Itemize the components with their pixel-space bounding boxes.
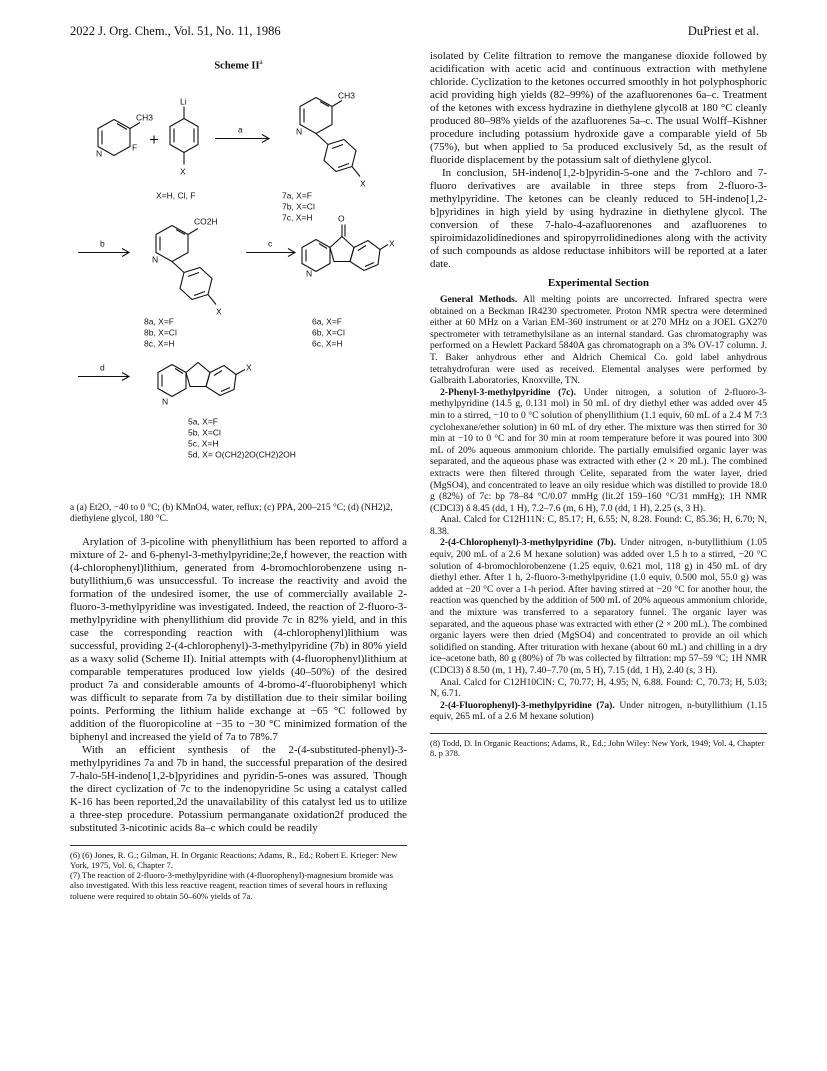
page-header xyxy=(70,24,759,40)
svg-text:CH3: CH3 xyxy=(136,112,154,122)
scheme-footnote: a (a) Et2O, −40 to 0 °C; (b) KMnO4, water, reflux; (c) PPA, 200–215 °C; (d) (NH2)2, diethylene glycol, 180 °C. xyxy=(70,502,393,524)
body-paragraph: With an efficient synthesis of the 2-(4-substituted-phenyl)-3-methylpyridines 7a and 7b in hand, the successful preparation of the desired 7-halo-5H-indeno[1,2-b]pyridines and pyridin-5-ones was assured. Though the direct cyclization of 7c to the indenopyridine 5c using a catalyst called K-16 has been reported,2d the unavailability of this catalyst led us to utilize a three-step procedure. Potassium permanganate oxidation2f produced the substituted 3-nicotinic acids 8a–c which could be readily xyxy=(70,743,407,834)
section-heading: Experimental Section xyxy=(547,277,650,289)
svg-text:8c, X=H: 8c, X=H xyxy=(144,338,175,348)
left-column xyxy=(70,50,407,901)
svg-text:CH3: CH3 xyxy=(338,90,356,100)
svg-text:X: X xyxy=(216,306,222,316)
svg-text:b: b xyxy=(100,238,105,248)
exp-paragraph: Anal. Calcd for C12H10ClN: C, 70.77; H, 4.95; N, 6.88. Found: C, 70.73; H, 5.03; N, 6.71. xyxy=(430,676,767,700)
svg-text:N: N xyxy=(96,148,103,158)
footnote: (7) The reaction of 2-fluoro-3-methylpyridine with (4-fluorophenyl)-magnesium bromide was also investigated. With this less reactive reagent, reaction times of several hours in refluxing toluene were required to obtain 50–60% yields of 7a. xyxy=(70,870,393,901)
svg-text:7b, X=Cl: 7b, X=Cl xyxy=(282,201,315,211)
svg-text:X: X xyxy=(389,238,395,248)
header-right: DuPriest et al. xyxy=(687,24,759,38)
svg-text:F: F xyxy=(132,142,138,152)
svg-text:CO2H: CO2H xyxy=(194,216,218,226)
right-column xyxy=(430,50,767,759)
svg-text:N: N xyxy=(162,396,169,406)
body-paragraph: In conclusion, 5H-indeno[1,2-b]pyridin-5-one and the 7-chloro and 7-fluoro derivatives are available in three steps from 2-fluoro-3-methylpyridine. The ketones can be cleanly reduced to 5H-indeno[1,2-b]pyridines in high yield by using hydrazine in diethylene glycol. The conversion of these 7-halo-4-azafluorenones and azafluorenes to spiroimidazolidinediones and spiropyrrolidinediones along with the activity of such compounds as aldose reductase inhibitors will be reported at a later date. xyxy=(430,167,767,270)
svg-text:7c, X=H: 7c, X=H xyxy=(282,212,313,222)
svg-text:N: N xyxy=(152,254,159,264)
svg-text:5b, X=Cl: 5b, X=Cl xyxy=(188,427,221,437)
svg-text:5a, X=F: 5a, X=F xyxy=(188,416,219,426)
svg-text:d: d xyxy=(100,362,105,372)
svg-text:a: a xyxy=(238,124,243,134)
svg-text:X=H, Cl, F: X=H, Cl, F xyxy=(156,190,196,200)
svg-text:O: O xyxy=(338,213,345,223)
svg-text:Li: Li xyxy=(180,96,187,106)
exp-paragraph: Anal. Calcd for C12H11N: C, 85.17; H, 6.55; N, 8.28. Found: C, 85.36; H, 6.70; N, 8.38. xyxy=(430,514,767,537)
svg-text:N: N xyxy=(296,126,303,136)
experimental-section xyxy=(430,294,767,723)
footnote: (8) Todd, D. In Organic Reactions; Adams, R., Ed.; John Wiley: New York, 1949; Vol. 4, Chapter 8. p 378. xyxy=(430,737,765,759)
footnote-divider xyxy=(70,845,407,846)
header-left: 2022 J. Org. Chem., Vol. 51, No. 11, 1986 xyxy=(70,24,281,38)
svg-text:5d, X= O(CH2)2O(CH2)2OH: 5d, X= O(CH2)2O(CH2)2OH xyxy=(188,449,296,459)
exp-paragraph: 2-(4-Fluorophenyl)-3-methylpyridine (7a). Under nitrogen, n-butyllithium (1.15 equiv, 265 mL of a 2.6 M hexane solution) xyxy=(430,699,767,723)
svg-text:X: X xyxy=(360,178,366,188)
exp-paragraph: 2-Phenyl-3-methylpyridine (7c). Under nitrogen, a solution of 2-fluoro-3-methylpyridine (14.5 g, 0.131 mol) in 50 mL of dry diethyl ether was added over 45 min to a stirred, −10 to 0 °C solution of phenyllithium (1.1 equiv, 60 mL of a 2.4 M 7:3 cyclohexane/ether solution) in 60 mL of dry ether. The mixture was then stirred for 30 min at −10 to 0 °C and for 30 min at room temperature before it was poured into 300 mL of 20% aqueous ammonium chloride. The partially emulsified organic layer was separated, and the aqueous phase was extracted with ether (2 × 20 mL). The combined extracts were then filtered through Celite, separated from the water layer, dried (MgSO4), and concentrated to leave an oily residue which was distilled to provide 18.0 g (82%) of 7c: bp 78–84 °C/0.07 mmHg (lit.2f 159–160 °C/31 mmHg); 1H NMR (CDCl3) δ 8.45 (dd, 1 H), 7.2–7.6 (m, 6 H), 7.0 (dd, 1 H), 2.25 (s, 3 H). xyxy=(430,386,767,514)
exp-paragraph: General Methods. All melting points are uncorrected. Infrared spectra were obtained on a Beckman IR4230 spectrometer. Proton NMR spectra were determined either at 60 MHz on a Varian EM-360 instrument or at 270 MHz on a JOEL GX270 spectrometer with tetramethylsilane as an internal standard. Gas chromatography was performed on a Hewlett Packard 5840A gas chromatograph on a 3% OV-17 column. J. T. Baker anhydrous ether and Aldrich Chemical Co. gold label anhydrous tetrahydrofuran were used as received. Elemental analyses were performed by Galbraith Laboratories, Knoxville, TN. xyxy=(430,294,768,387)
svg-text:N: N xyxy=(306,268,313,278)
svg-text:X: X xyxy=(246,362,252,372)
svg-text:6c, X=H: 6c, X=H xyxy=(312,338,343,348)
svg-text:6b, X=Cl: 6b, X=Cl xyxy=(312,327,345,337)
body-paragraph: isolated by Celite filtration to remove the manganese dioxide followed by acidification with acetic acid and continuous extraction with methylene chloride. Cyclization to the ketones occurred smoothly in hot polyphosphoric acid providing high yields (82–99%) of the azafluorenones 6a–c. Treatment of the ketones with excess hydrazine in diethylene glycol8 at 180 °C cleanly produced 80–98% yields of the azafluorenes 5a–c. The usual Wolff–Kishner procedure including potassium hydroxide gave a comparable yield of 5b (75%), but when applied to 5a produced exclusively 5d, as the result of fluoride displacement by the potassium salt of diethylene glycol. xyxy=(430,50,767,166)
svg-text:7a, X=F: 7a, X=F xyxy=(282,190,313,200)
svg-text:6a, X=F: 6a, X=F xyxy=(312,316,343,326)
svg-text:8a, X=F: 8a, X=F xyxy=(144,316,175,326)
svg-text:5c, X=H: 5c, X=H xyxy=(188,438,219,448)
footnote-divider xyxy=(430,733,767,734)
scheme-title: Scheme $II^a$ xyxy=(214,58,263,72)
svg-text:8b, X=Cl: 8b, X=Cl xyxy=(144,327,177,337)
body-paragraph: Arylation of 3-picoline with phenyllithium has been reported to afford a mixture of 2- and 6-phenyl-3-methylpyridine;2e,f however, the reaction with (4-chlorophenyl)lithium, generated from 4-bromochlorobenzene using n-butyllithium,6 was unsuccessful. To increase the reactivity and avoid the formation of the undesired isomer, the use of commercially available 2-fluoro-3-methylpyridine was investigated. Indeed, the reaction of 2-fluoro-3-methylpyridine with phenyllithium did provide 7c in 82% yield, and in this case the corresponding reaction with (4-chlorophenyl)lithium was successful, providing 2-(4-chlorophenyl)-3-methylpyridine (7b) in 80% yield as a waxy solid (Scheme II). Initial attempts with (4-fluorophenyl)lithium at comparable temperatures produced low yields (40–50%) of the desired product 7a and considerable amounts of 4-bromo-4′-fluorobiphenyl which was difficult to separate from 7a by distillation due to their similar boiling points. Performing the lithium halide exchange at −65 °C followed by addition of the fluoropicoline at −35 to −30 °C minimized formation of the biphenyl and increased the yield of 7a to 78%.7 xyxy=(70,535,407,743)
scheme-diagram xyxy=(70,77,407,497)
footnote: (6) (6) Jones, R. G.; Gilman, H. In Organic Reactions; Adams, R., Ed.; Robert E. Krieger: New York, 1975, Vol. 6, Chapter 7. xyxy=(70,849,398,870)
svg-text:X: X xyxy=(180,166,186,176)
svg-text:c: c xyxy=(268,238,273,248)
exp-paragraph: 2-(4-Chlorophenyl)-3-methylpyridine (7b). Under nitrogen, n-butyllithium (1.05 equiv, 200 mL of a 2.6 M hexane solution) was added over 1.5 h to a stirred, −20 °C solution of 4-bromochlorobenzene (1.25 equiv, 0.621 mol, 118 g) in 450 mL of dry diethyl ether. After 1 h, 2-fluoro-3-methylpyridine (1.0 equiv, 0.500 mol, 55.0 g) was added at −20 °C over a 1-h period. After having stirred at −20 °C for another hour, the reaction was quenched by the addition of 500 mL of 20% aqueous ammonium chloride, and the mixture was transferred to a separatory funnel. The organic layer was separated, and the aqueous phase was extracted with ether (2 × 200 mL). The combined organic layers were then dried (MgSO4) and concentrated to provide an oil which solidified on standing. After trituration with hexane (about 60 mL) and chilling in a dry ice–acetone bath, 80 g (80%) of 7b was collected by filtration: mp 57–59 °C; 1H NMR (CDCl3) δ 8.50 (m, 1 H), 7.40–7.70 (m, 5 H), 7.15 (dd, 1 H), 2.40 (s, 3 H). xyxy=(430,537,767,676)
